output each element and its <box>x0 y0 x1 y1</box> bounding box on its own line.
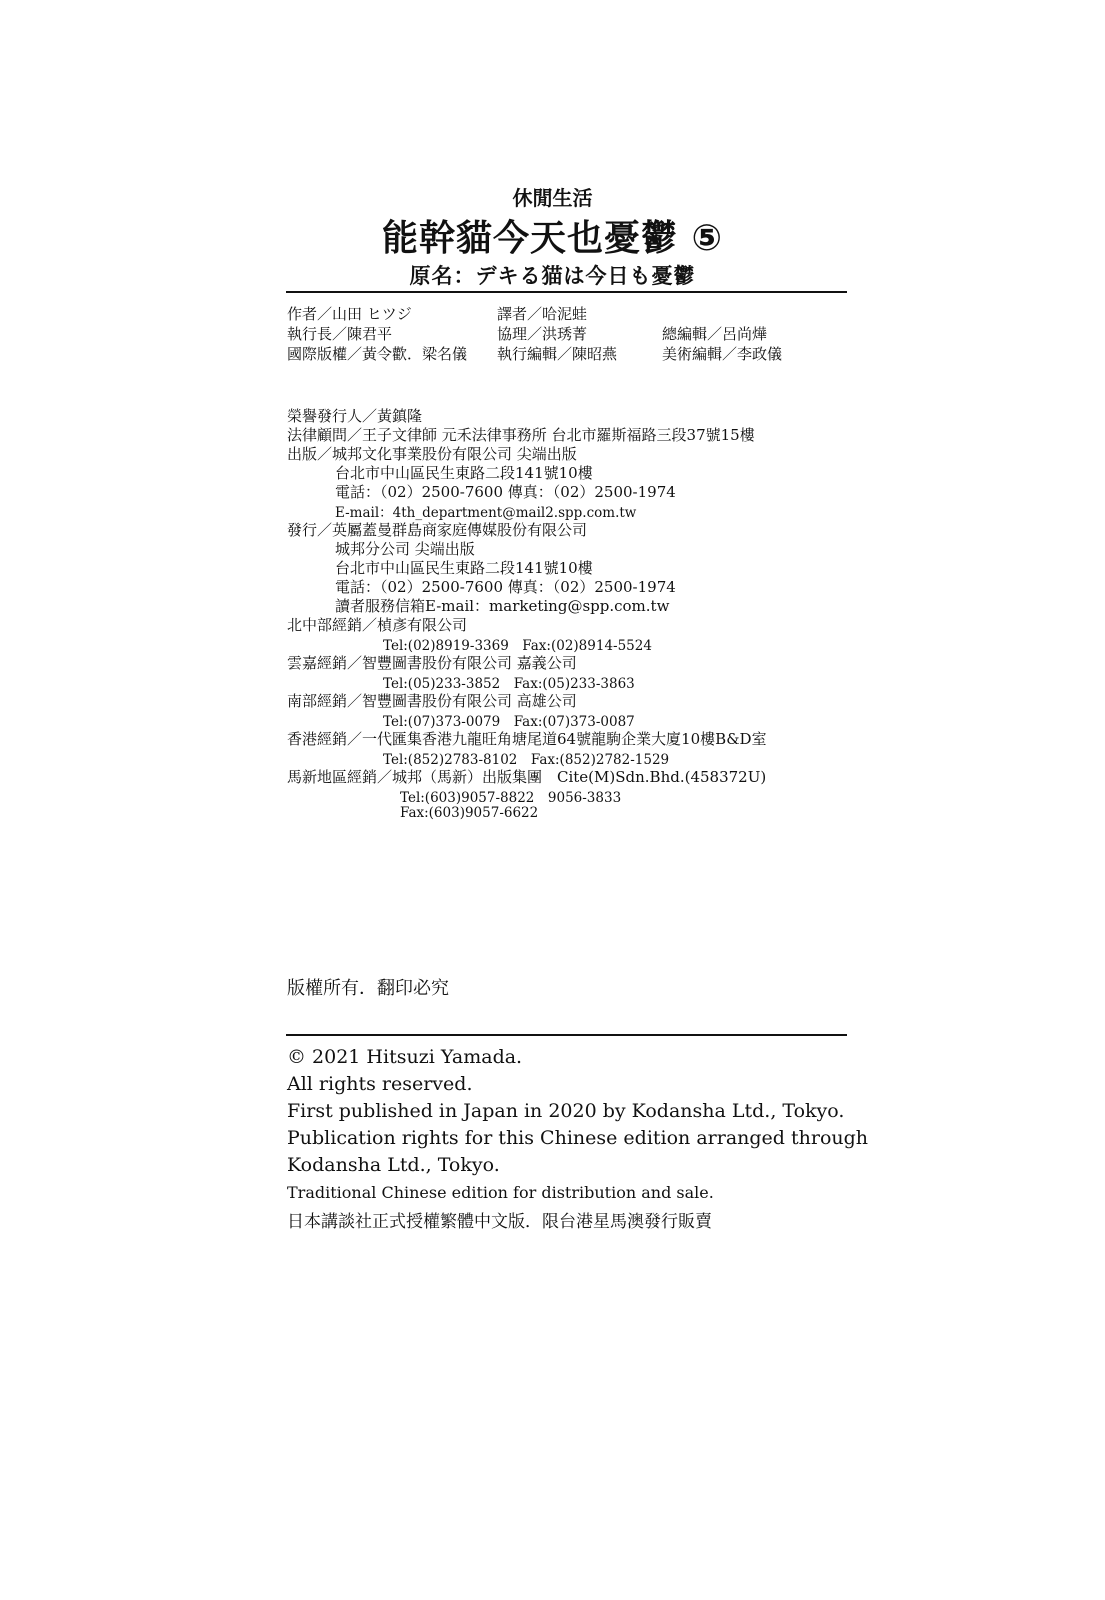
bottom-divider <box>286 1034 847 1036</box>
distribution-line: Traditional Chinese edition for distribution and sale. <box>287 1183 714 1202</box>
north-central-contact: Tel:(02)8919-3369 Fax:(02)8914-5524 <box>383 638 652 654</box>
malaysia-tel: Tel:(603)9057-8822 9056-3833 <box>400 790 622 806</box>
malaysia-distributor: 馬新地區經銷／城邦（馬新）出版集團 Cite(M)Sdn.Bhd.(458372U) <box>287 768 767 786</box>
distributor-branch: 城邦分公司 尖端出版 <box>335 540 475 558</box>
legal-advisor: 法律顧問／王子文律師 元禾法律事務所 台北市羅斯福路三段37號15樓 <box>287 426 755 444</box>
book-title: 能幹貓今天也憂鬱 ⑤ <box>381 218 723 259</box>
hongkong-distributor: 香港經銷／一代匯集香港九龍旺角塘尾道64號龍駒企業大廈10樓B&D室 <box>287 730 767 748</box>
credit-ceo: 執行長／陳君平 <box>287 325 393 343</box>
credit-art-editor: 美術編輯／李政儀 <box>662 345 783 363</box>
authorized-edition-line: 日本講談社正式授權繁體中文版．限台港星馬澳發行販賣 <box>287 1212 712 1232</box>
first-published-line: First published in Japan in 2020 by Kodansha Ltd., Tokyo. <box>287 1100 845 1122</box>
series-label: 休閒生活 <box>512 186 593 210</box>
south-contact: Tel:(07)373-0079 Fax:(07)373-0087 <box>383 714 635 730</box>
rights-notice: 版權所有．翻印必究 <box>287 978 449 999</box>
south-distributor: 南部經銷／智豐圖書股份有限公司 高雄公司 <box>287 692 577 710</box>
publisher: 出版／城邦文化事業股份有限公司 尖端出版 <box>287 445 577 463</box>
north-central-distributor: 北中部經銷／楨彥有限公司 <box>287 616 468 634</box>
hongkong-contact: Tel:(852)2783-8102 Fax:(852)2782-1529 <box>383 752 670 768</box>
copyright-line: © 2021 Hitsuzi Yamada. <box>287 1046 523 1068</box>
publication-rights-line: Publication rights for this Chinese edition arranged through <box>287 1127 869 1149</box>
publisher-email: E-mail：4th_department@mail2.spp.com.tw <box>335 505 637 521</box>
publisher-address: 台北市中山區民生東路二段141號10樓 <box>335 464 593 482</box>
credit-chief-editor: 總編輯／呂尚燁 <box>662 325 768 343</box>
credit-author: 作者／山田 ヒツジ <box>287 305 412 323</box>
kodansha-line: Kodansha Ltd., Tokyo. <box>287 1154 500 1176</box>
all-rights-line: All rights reserved. <box>287 1073 473 1095</box>
reader-service-email: 讀者服務信箱E-mail：marketing@spp.com.tw <box>335 597 670 615</box>
credit-intl-rights: 國際版權／黃令歡．梁名儀 <box>287 345 468 363</box>
top-divider <box>286 291 847 293</box>
credit-translator: 譯者／哈泥蛙 <box>497 305 588 323</box>
malaysia-fax: Fax:(603)9057-6622 <box>400 805 539 821</box>
distributor: 發行／英屬蓋曼群島商家庭傳媒股份有限公司 <box>287 521 588 539</box>
credit-exec-editor: 執行編輯／陳昭燕 <box>497 345 618 363</box>
credit-manager: 協理／洪琇菁 <box>497 325 588 343</box>
original-title: 原名：デキる猫は今日も憂鬱 <box>409 264 696 288</box>
distributor-phone-fax: 電話：（02）2500-7600 傳真：（02）2500-1974 <box>335 578 676 596</box>
distributor-address: 台北市中山區民生東路二段141號10樓 <box>335 559 593 577</box>
honorary-publisher: 榮譽發行人／黃鎮隆 <box>287 407 423 425</box>
publisher-phone-fax: 電話：（02）2500-7600 傳真：（02）2500-1974 <box>335 483 676 501</box>
yunjia-distributor: 雲嘉經銷／智豐圖書股份有限公司 嘉義公司 <box>287 654 577 672</box>
yunjia-contact: Tel:(05)233-3852 Fax:(05)233-3863 <box>383 676 635 692</box>
